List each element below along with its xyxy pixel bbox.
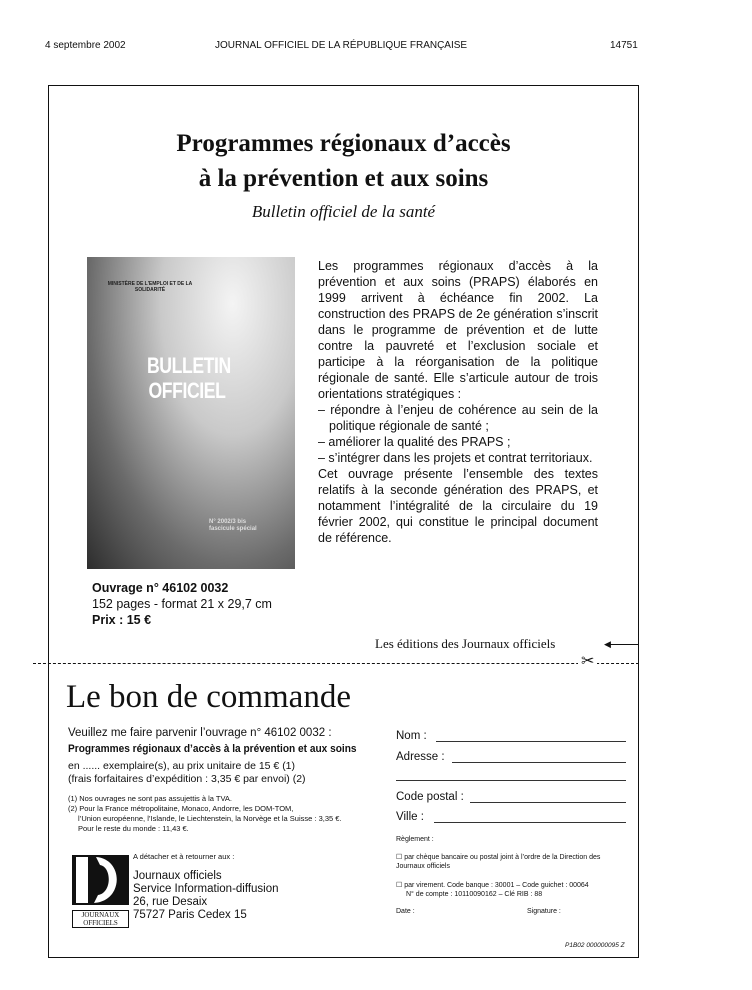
- scissors-icon: ✂: [578, 651, 597, 671]
- header-page-number: 14751: [610, 40, 638, 51]
- order-notes: [68, 794, 388, 834]
- cover-number: [209, 519, 257, 533]
- note-line: (1) Nos ouvrages ne sont pas assujettis à la TVA.: [68, 794, 232, 803]
- bulletin-cover-image: [87, 257, 295, 569]
- order-product: Programmes régionaux d’accès à la prévention et aux soins: [68, 743, 357, 755]
- adresse-field-line-2[interactable]: [396, 780, 626, 781]
- order-form-left: [68, 726, 388, 834]
- cover-ministry: MINISTÈRE DE L'EMPLOI ET DE LA SOLIDARITÉ: [107, 281, 193, 293]
- header-journal: JOURNAL OFFICIEL DE LA RÉPUBLIQUE FRANÇAISE: [215, 40, 468, 51]
- address-line: Service Information-diffusion: [133, 883, 279, 895]
- signature-label: Signature :: [527, 908, 561, 915]
- return-label: A détacher et à retourner aux :: [133, 852, 235, 861]
- address-line: Journaux officiels: [133, 870, 222, 882]
- arrow-left-icon: ◀: [604, 639, 611, 649]
- checkbox-icon[interactable]: ☐: [396, 882, 403, 889]
- nom-label: Nom :: [396, 730, 427, 742]
- payment-virement-text: par virement. Code banque : 30001 – Code guichet : 00064: [404, 882, 589, 889]
- description: [318, 258, 598, 546]
- editions-label: Les éditions des Journaux officiels: [375, 636, 556, 651]
- ville-field[interactable]: [434, 822, 626, 823]
- payment-virement-account: N° de compte : 10110090162 – Clé RIB : 88: [406, 891, 543, 898]
- logo-text-line-1: JOURNAUX: [81, 911, 120, 919]
- address-line: 26, rue Desaix: [133, 896, 208, 908]
- form-reference: P1B02 000000095 Z: [565, 942, 625, 949]
- logo-mark-icon: [72, 855, 129, 905]
- order-quantity[interactable]: en ...... exemplaire(s), au prix unitaire de 15 € (1): [68, 760, 296, 772]
- title-line-2: à la prévention et aux soins: [198, 165, 489, 192]
- cover-title-line-1: BULLETIN: [147, 353, 231, 378]
- note-line: Pour le reste du monde : 11,43 €.: [78, 824, 189, 833]
- bullet-item: – répondre à l’enjeu de cohérence au sein de la politique régionale de santé ;: [318, 403, 598, 433]
- ouvrage-info: [92, 580, 272, 628]
- ouvrage-price: Prix : 15 €: [92, 613, 152, 627]
- note-line: l’Union européenne, l’Islande, le Liechtenstein, la Norvège et la Suisse : 3,35 €.: [78, 814, 342, 823]
- payment-virement-option[interactable]: [396, 881, 621, 899]
- subtitle: Bulletin officiel de la santé: [251, 202, 436, 221]
- bullet-item: – améliorer la qualité des PRAPS ;: [318, 435, 511, 449]
- adresse-field[interactable]: [452, 762, 626, 763]
- nom-field[interactable]: [436, 741, 626, 742]
- header-date: 4 septembre 2002: [45, 40, 126, 51]
- adresse-label: Adresse :: [396, 751, 445, 763]
- cover-title: [147, 353, 231, 403]
- order-shipping: (frais forfaitaires d’expédition : 3,35 € par envoi) (2): [68, 773, 306, 785]
- address-line: 75727 Paris Cedex 15: [133, 909, 247, 921]
- logo-text-line-2: OFFICIELS: [83, 919, 118, 927]
- payment-cheque-text: par chèque bancaire ou postal joint à l’ordre de la Direction des Journaux officiels: [396, 854, 601, 870]
- note-line: (2) Pour la France métropolitaine, Monaco, Andorre, les DOM-TOM,: [68, 804, 294, 813]
- ouvrage-number: Ouvrage n° 46102 0032: [92, 581, 229, 595]
- logo-text: [72, 910, 129, 928]
- code-postal-field[interactable]: [470, 802, 626, 803]
- payment-cheque-option[interactable]: [396, 853, 621, 871]
- cover-fascicule-text: fascicule spécial: [209, 526, 257, 532]
- order-form-title: Le bon de commande: [66, 679, 351, 715]
- bullet-item: – s’intégrer dans les projets et contrat territoriaux.: [318, 451, 593, 465]
- ville-label: Ville :: [396, 811, 424, 823]
- return-address: [133, 870, 279, 922]
- date-label: Date :: [396, 908, 415, 915]
- cover-title-line-2: OFFICIEL: [148, 378, 226, 403]
- title-line-1: Programmes régionaux d’accès: [176, 130, 511, 157]
- checkbox-icon[interactable]: ☐: [396, 854, 403, 861]
- ouvrage-pages: 152 pages - format 21 x 29,7 cm: [92, 597, 272, 611]
- journaux-officiels-logo: [72, 855, 129, 927]
- cut-line: [33, 663, 639, 664]
- description-bullets: [318, 402, 598, 466]
- description-intro: Les programmes régionaux d’accès à la prévention et aux soins (PRAPS) élaborés en 1999 arrivent à échéance fin 2002. La construction des PRAPS de 2e génération s’inscrit dans le programme de prévention et de lutte contre la pauvreté et l’exclusion sociale et participe à la réorganisation de la politique régionale de santé. Elle s’articule autour de trois orientations stratégiques :: [318, 259, 598, 401]
- cover-number-text: N° 2002/3 bis: [209, 519, 247, 525]
- reglement-label: Règlement :: [396, 836, 434, 843]
- code-postal-label: Code postal :: [396, 791, 464, 803]
- order-request: Veuillez me faire parvenir l’ouvrage n° 46102 0032 :: [68, 727, 332, 739]
- description-outro: Cet ouvrage présente l’ensemble des textes relatifs à la seconde génération des PRAPS, et notamment l’intégralité de la circulaire du 19 février 2002, qui constitue le principal document de référence.: [318, 467, 598, 545]
